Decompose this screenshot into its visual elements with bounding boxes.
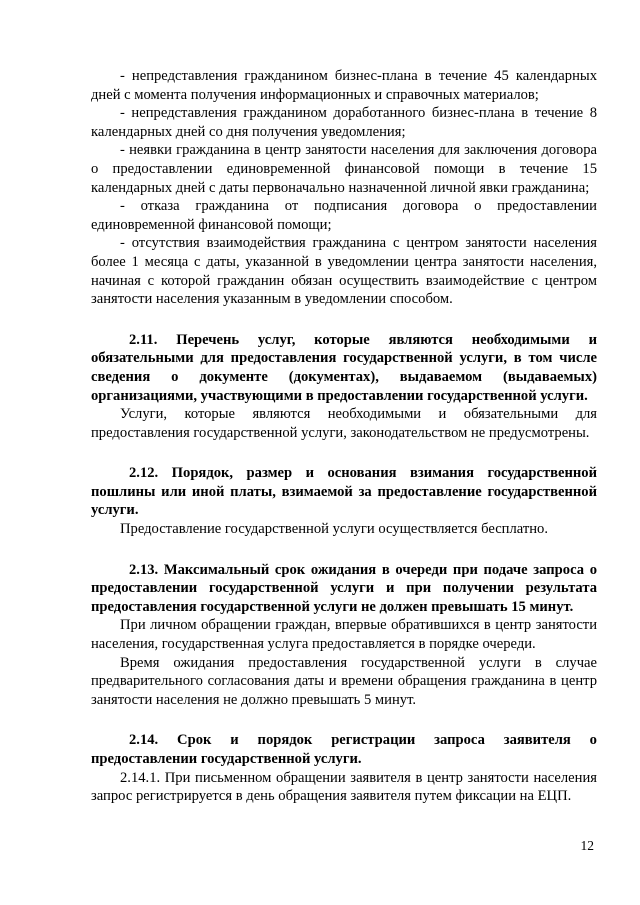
section-heading-2-13 xyxy=(91,561,597,617)
section-paragraph: Время ожидания предоставления государственной услуги в случае предварительного согласования даты и времени обращения гражданина в центр занятости населения не должно превышать 5 минут. xyxy=(91,654,597,708)
section-title: Срок и порядок регистрации запроса заявителя о предоставлении государственной услуги. xyxy=(91,732,597,767)
section-paragraph: 2.14.1. При письменном обращении заявителя в центр занятости населения запрос регистрируется в день обращения заявителя путем фиксации на ЕЦП. xyxy=(91,769,597,805)
section-number: 2.14. xyxy=(129,732,159,749)
section-paragraph: При личном обращении граждан, впервые обратившихся в центр занятости населения, государственная услуга предоставляется в порядке очереди. xyxy=(91,617,597,653)
section-title: Максимальный срок ожидания в очереди при подаче запроса о предоставлении государственной услуги и при получении результата предоставления государственной услуги не должен превышать 15 минут. xyxy=(91,561,597,615)
section-heading-2-14 xyxy=(91,731,597,768)
list-item: - отказа гражданина от подписания договора о предоставлении единовременной финансовой помощи; xyxy=(91,198,597,233)
section-paragraph: Предоставление государственной услуги осуществляется бесплатно. xyxy=(120,521,548,538)
section-number: 2.13. xyxy=(129,561,159,578)
section-number: 2.11. xyxy=(129,331,158,348)
section-heading-2-12 xyxy=(91,464,597,520)
section-title: Перечень услуг, которые являются необходимыми и обязательными для предоставления государственной услуги, в том числе сведения о документе (документах), выдаваемом (выдаваемых) организациями, участвующими в предоставлении государственной услуги. xyxy=(91,331,597,404)
list-item: - неявки гражданина в центр занятости населения для заключения договора о предоставлении единовременной финансовой помощи в течение 15 календарных дней с даты первоначально назначенной личной явки гражданина; xyxy=(91,142,597,196)
page-number: 12 xyxy=(580,838,594,853)
list-item: - непредставления гражданином доработанного бизнес-плана в течение 8 календарных дней со дня получения уведомления; xyxy=(91,105,597,140)
section-paragraph: Услуги, которые являются необходимыми и обязательными для предоставления государственной услуги, законодательством не предусмотрены. xyxy=(91,406,597,441)
document-page xyxy=(91,67,597,806)
section-title: Порядок, размер и основания взимания государственной пошлины или иной платы, взимаемой за предоставление государственной услуги. xyxy=(91,465,597,519)
list-item: - непредставления гражданином бизнес-плана в течение 45 календарных дней с момента получения информационных и справочных материалов; xyxy=(91,68,597,103)
section-heading-2-11 xyxy=(91,331,597,405)
list-item: - отсутствия взаимодействия гражданина с центром занятости населения более 1 месяца с даты, указанной в уведомлении центра занятости населения, начиная с которой гражданин обязан осуществить взаимодействие с центром занятости населения указанным в уведомлении способом. xyxy=(91,235,597,308)
section-number: 2.12. xyxy=(129,465,159,482)
